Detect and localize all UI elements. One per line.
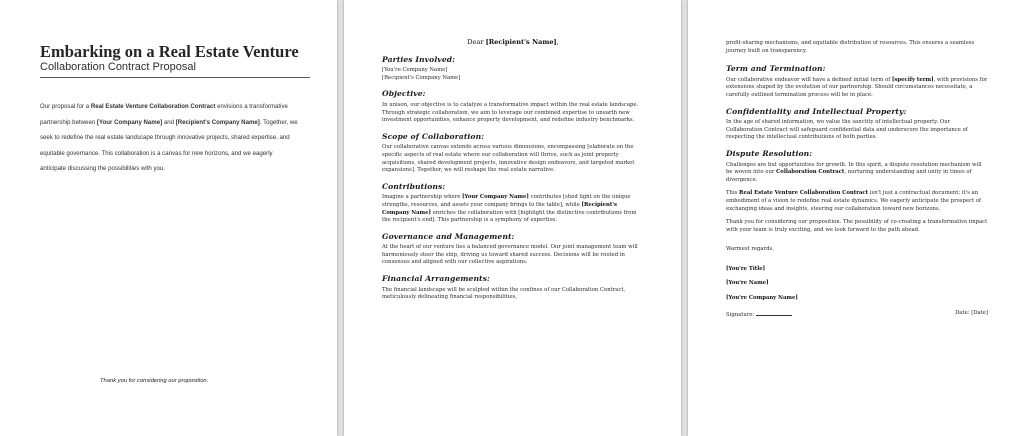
signer-name: [You're Name] bbox=[726, 280, 769, 287]
page-2-content bbox=[382, 39, 644, 302]
closing-paragraph-1: This Real Estate Venture Collaboration Contract isn't just a contractual document; it's an embodiment of a vision to redefine real estate dynamics. We eagerly anticipate the prospect of exchanging ideas and insights, steering our collaboration toward new horizons. bbox=[726, 190, 981, 212]
page-1 bbox=[0, 0, 337, 436]
section-heading-parties: Parties Involved: bbox=[382, 54, 456, 64]
greeting bbox=[382, 39, 644, 47]
regards: Warmest regards, bbox=[726, 246, 774, 253]
page-3 bbox=[688, 0, 1024, 436]
greeting-prefix: Dear bbox=[467, 38, 486, 46]
greeting-suffix: , bbox=[556, 38, 559, 46]
closing-paragraph-2: Thank you for considering our proposition. The possibility of co-creating a transformative impact with your team is truly exciting, and we look forward to the path ahead. bbox=[726, 219, 988, 233]
contributions-paragraph: Imagine a partnership where [Your Company Name] contributes [shed light on the unique strengths, resources, and assets your company brings to the table], while [Recipient's Company Name] enriches the collaboration with [highlight the distinctive contributions from the recipient's end]. This partnership is a symphony of expertise. bbox=[382, 194, 637, 224]
section-heading-governance: Governance and Management: bbox=[382, 231, 515, 241]
section-heading-term: Term and Termination: bbox=[726, 64, 826, 74]
thanks-note: Thank you for considering our proposition. bbox=[100, 378, 209, 384]
section-heading-financial: Financial Arrangements: bbox=[382, 274, 490, 284]
term-paragraph: Our collaborative endeavor will have a defined initial term of [specify term], with provisions for extensions shaped by the evolution of our partnership. Should circumstances necessitate, a carefully outlined termination process will be in place. bbox=[726, 76, 988, 98]
document-title: Embarking on a Real Estate Venture bbox=[40, 42, 299, 61]
intro-paragraph: Our proposal for a Real Estate Venture Collaboration Contract envisions a transformative partnership between [Your Company Name] and [Recipient's Company Name]. Together, we seek to redefine the real estate landscape through innovative projects, shared expertise, and equitable governance. This collaboration is a canvas for new horizons, and we eagerly anticipate discussing the possibilities with you. bbox=[40, 103, 298, 173]
financial-continued: profit-sharing mechanisms, and equitable distribution of resources. This ensures a seamless journey built on transparency. bbox=[726, 40, 975, 54]
confidentiality-paragraph: In the age of shared information, we value the sanctity of intellectual property. Our Collaboration Contract will safeguard confidential data and underscore the importance of respecting the intellectual contributions of both parties. bbox=[726, 119, 968, 141]
date-label: Date: [Date] bbox=[955, 309, 988, 316]
section-heading-dispute: Dispute Resolution: bbox=[726, 148, 813, 158]
signer-company: [You're Company Name] bbox=[726, 295, 798, 302]
page-2 bbox=[344, 0, 681, 436]
party-2: [Recipient's Company Name] bbox=[382, 74, 461, 81]
signature-row bbox=[726, 310, 988, 320]
signature-line[interactable] bbox=[756, 310, 792, 316]
recipient-name: [Recipient's Name] bbox=[485, 38, 557, 46]
section-heading-objective: Objective: bbox=[382, 89, 426, 99]
party-1: [You're Company Name] bbox=[382, 67, 448, 74]
objective-paragraph: In unison, our objective is to catalyze a transformative impact within the real estate landscape. Through strategic collaboration, we aim to leverage our combined expertise to unearth new investment opportunities, enhance property development, and redefine industry benchmarks. bbox=[382, 101, 639, 124]
section-heading-contributions: Contributions: bbox=[382, 181, 446, 191]
section-heading-confidentiality: Confidentiality and Intellectual Property: bbox=[726, 106, 907, 116]
governance-paragraph: At the heart of our venture lies a balanced governance model. Our joint management team will harmoniously steer the ship, driving us toward shared success. Decisions will be rooted in consensus and aligned with our collective aspirations. bbox=[382, 244, 638, 266]
section-heading-scope: Scope of Collaboration: bbox=[382, 131, 485, 141]
signature-label: Signature: bbox=[726, 311, 755, 318]
document-subtitle: Collaboration Contract Proposal bbox=[40, 61, 310, 78]
scope-paragraph: Our collaborative canvas extends across various dimensions, encompassing [elaborate on the specific aspects of real estate where our collaboration will thrive, such as joint property acquisitions, shared development projects, innovative design endeavors, and targeted market expansions]. Together, we will reshape the real estate narrative. bbox=[382, 144, 635, 174]
financial-paragraph: The financial landscape will be sculpted within the confines of our Collaboration Contract, meticulously delineating financial responsibilities, bbox=[382, 286, 626, 301]
signer-title: [You're Title] bbox=[726, 265, 766, 272]
page-3-content bbox=[726, 40, 988, 319]
dispute-paragraph: Challenges are but opportunities for growth. In this spirit, a dispute resolution mechanism will be woven into our Collaboration Contract, nurturing understanding and unity in times of divergence. bbox=[726, 161, 982, 183]
